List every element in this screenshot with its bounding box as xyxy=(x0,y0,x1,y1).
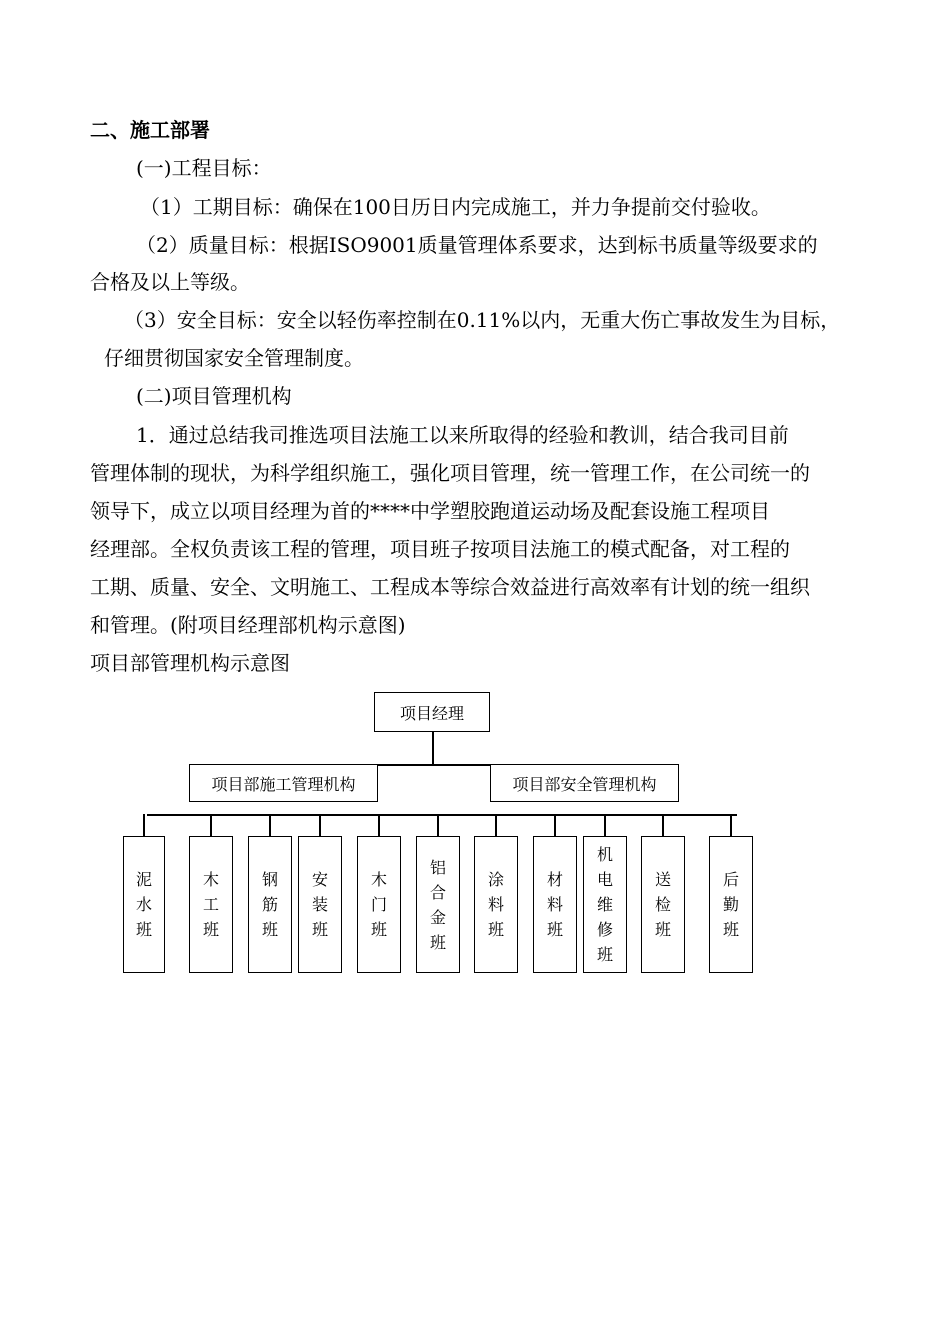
connector-line xyxy=(604,814,606,836)
paragraph-line: 仔细贯彻国家安全管理制度。 xyxy=(104,346,364,370)
team-box xyxy=(189,836,233,973)
paragraph-line: 经理部。全权负责该工程的管理，项目班子按项目法施工的模式配备，对工程的 xyxy=(90,537,790,561)
org-box-construction-management: 项目部施工管理机构 xyxy=(189,764,378,802)
section-title: 二、施工部署 xyxy=(90,118,210,142)
team-box xyxy=(641,836,685,973)
paragraph-line: 1．通过总结我司推选项目法施工以来所取得的经验和教训，结合我司目前 xyxy=(136,423,789,447)
team-label: 送检班 xyxy=(655,870,672,939)
paragraph-line: （2）质量目标：根据ISO9001质量管理体系要求，达到标书质量等级要求的 xyxy=(136,233,818,257)
connector-line xyxy=(210,814,212,836)
team-label: 铝合金班 xyxy=(430,857,447,952)
connector-line xyxy=(378,814,380,836)
team-box xyxy=(123,836,165,973)
connector-line xyxy=(662,814,664,836)
paragraph-line: 领导下，成立以项目经理为首的****中学塑胶跑道运动场及配套设施工程项目 xyxy=(90,499,770,523)
team-box xyxy=(474,836,518,973)
team-label: 钢筋班 xyxy=(262,870,279,939)
connector-line xyxy=(554,814,556,836)
team-box xyxy=(709,836,753,973)
org-box-safety-management: 项目部安全管理机构 xyxy=(490,764,679,802)
connector-line xyxy=(319,814,321,836)
team-box xyxy=(416,836,460,973)
team-label: 安装班 xyxy=(312,870,329,939)
team-label: 木门班 xyxy=(371,870,388,939)
team-label: 涂料班 xyxy=(488,870,505,939)
diagram-caption: 项目部管理机构示意图 xyxy=(90,651,290,675)
connector-line xyxy=(495,814,497,836)
paragraph-line: 管理体制的现状，为科学组织施工，强化项目管理，统一管理工作，在公司统一的 xyxy=(90,461,810,485)
connector-line xyxy=(147,814,737,816)
team-label: 泥水班 xyxy=(136,870,153,939)
team-label: 木工班 xyxy=(203,870,220,939)
team-box xyxy=(583,836,627,973)
team-box xyxy=(357,836,401,973)
paragraph-line: 合格及以上等级。 xyxy=(90,270,250,294)
connector-line xyxy=(437,814,439,836)
paragraph-line: (一)工程目标： xyxy=(136,156,272,180)
team-box xyxy=(298,836,342,973)
paragraph-line: 工期、质量、安全、文明施工、工程成本等综合效益进行高效率有计划的统一组织 xyxy=(90,575,810,599)
connector-line xyxy=(269,814,271,836)
connector-line xyxy=(432,732,434,764)
team-label: 机电维修班 xyxy=(597,845,614,964)
team-box xyxy=(533,836,577,973)
paragraph-line: （3）安全目标：安全以轻伤率控制在0.11%以内，无重大伤亡事故发生为目标， xyxy=(124,308,841,332)
team-box xyxy=(248,836,292,973)
connector-line xyxy=(143,814,145,836)
team-label: 后勤班 xyxy=(723,870,740,939)
paragraph-line: (二)项目管理机构 xyxy=(136,384,292,408)
team-label: 材料班 xyxy=(547,870,564,939)
paragraph-line: 和管理。(附项目经理部机构示意图) xyxy=(90,613,406,637)
connector-line xyxy=(730,814,732,836)
org-box-project-manager: 项目经理 xyxy=(374,692,490,732)
paragraph-line: （1）工期目标：确保在100日历日内完成施工，并力争提前交付验收。 xyxy=(140,195,771,219)
